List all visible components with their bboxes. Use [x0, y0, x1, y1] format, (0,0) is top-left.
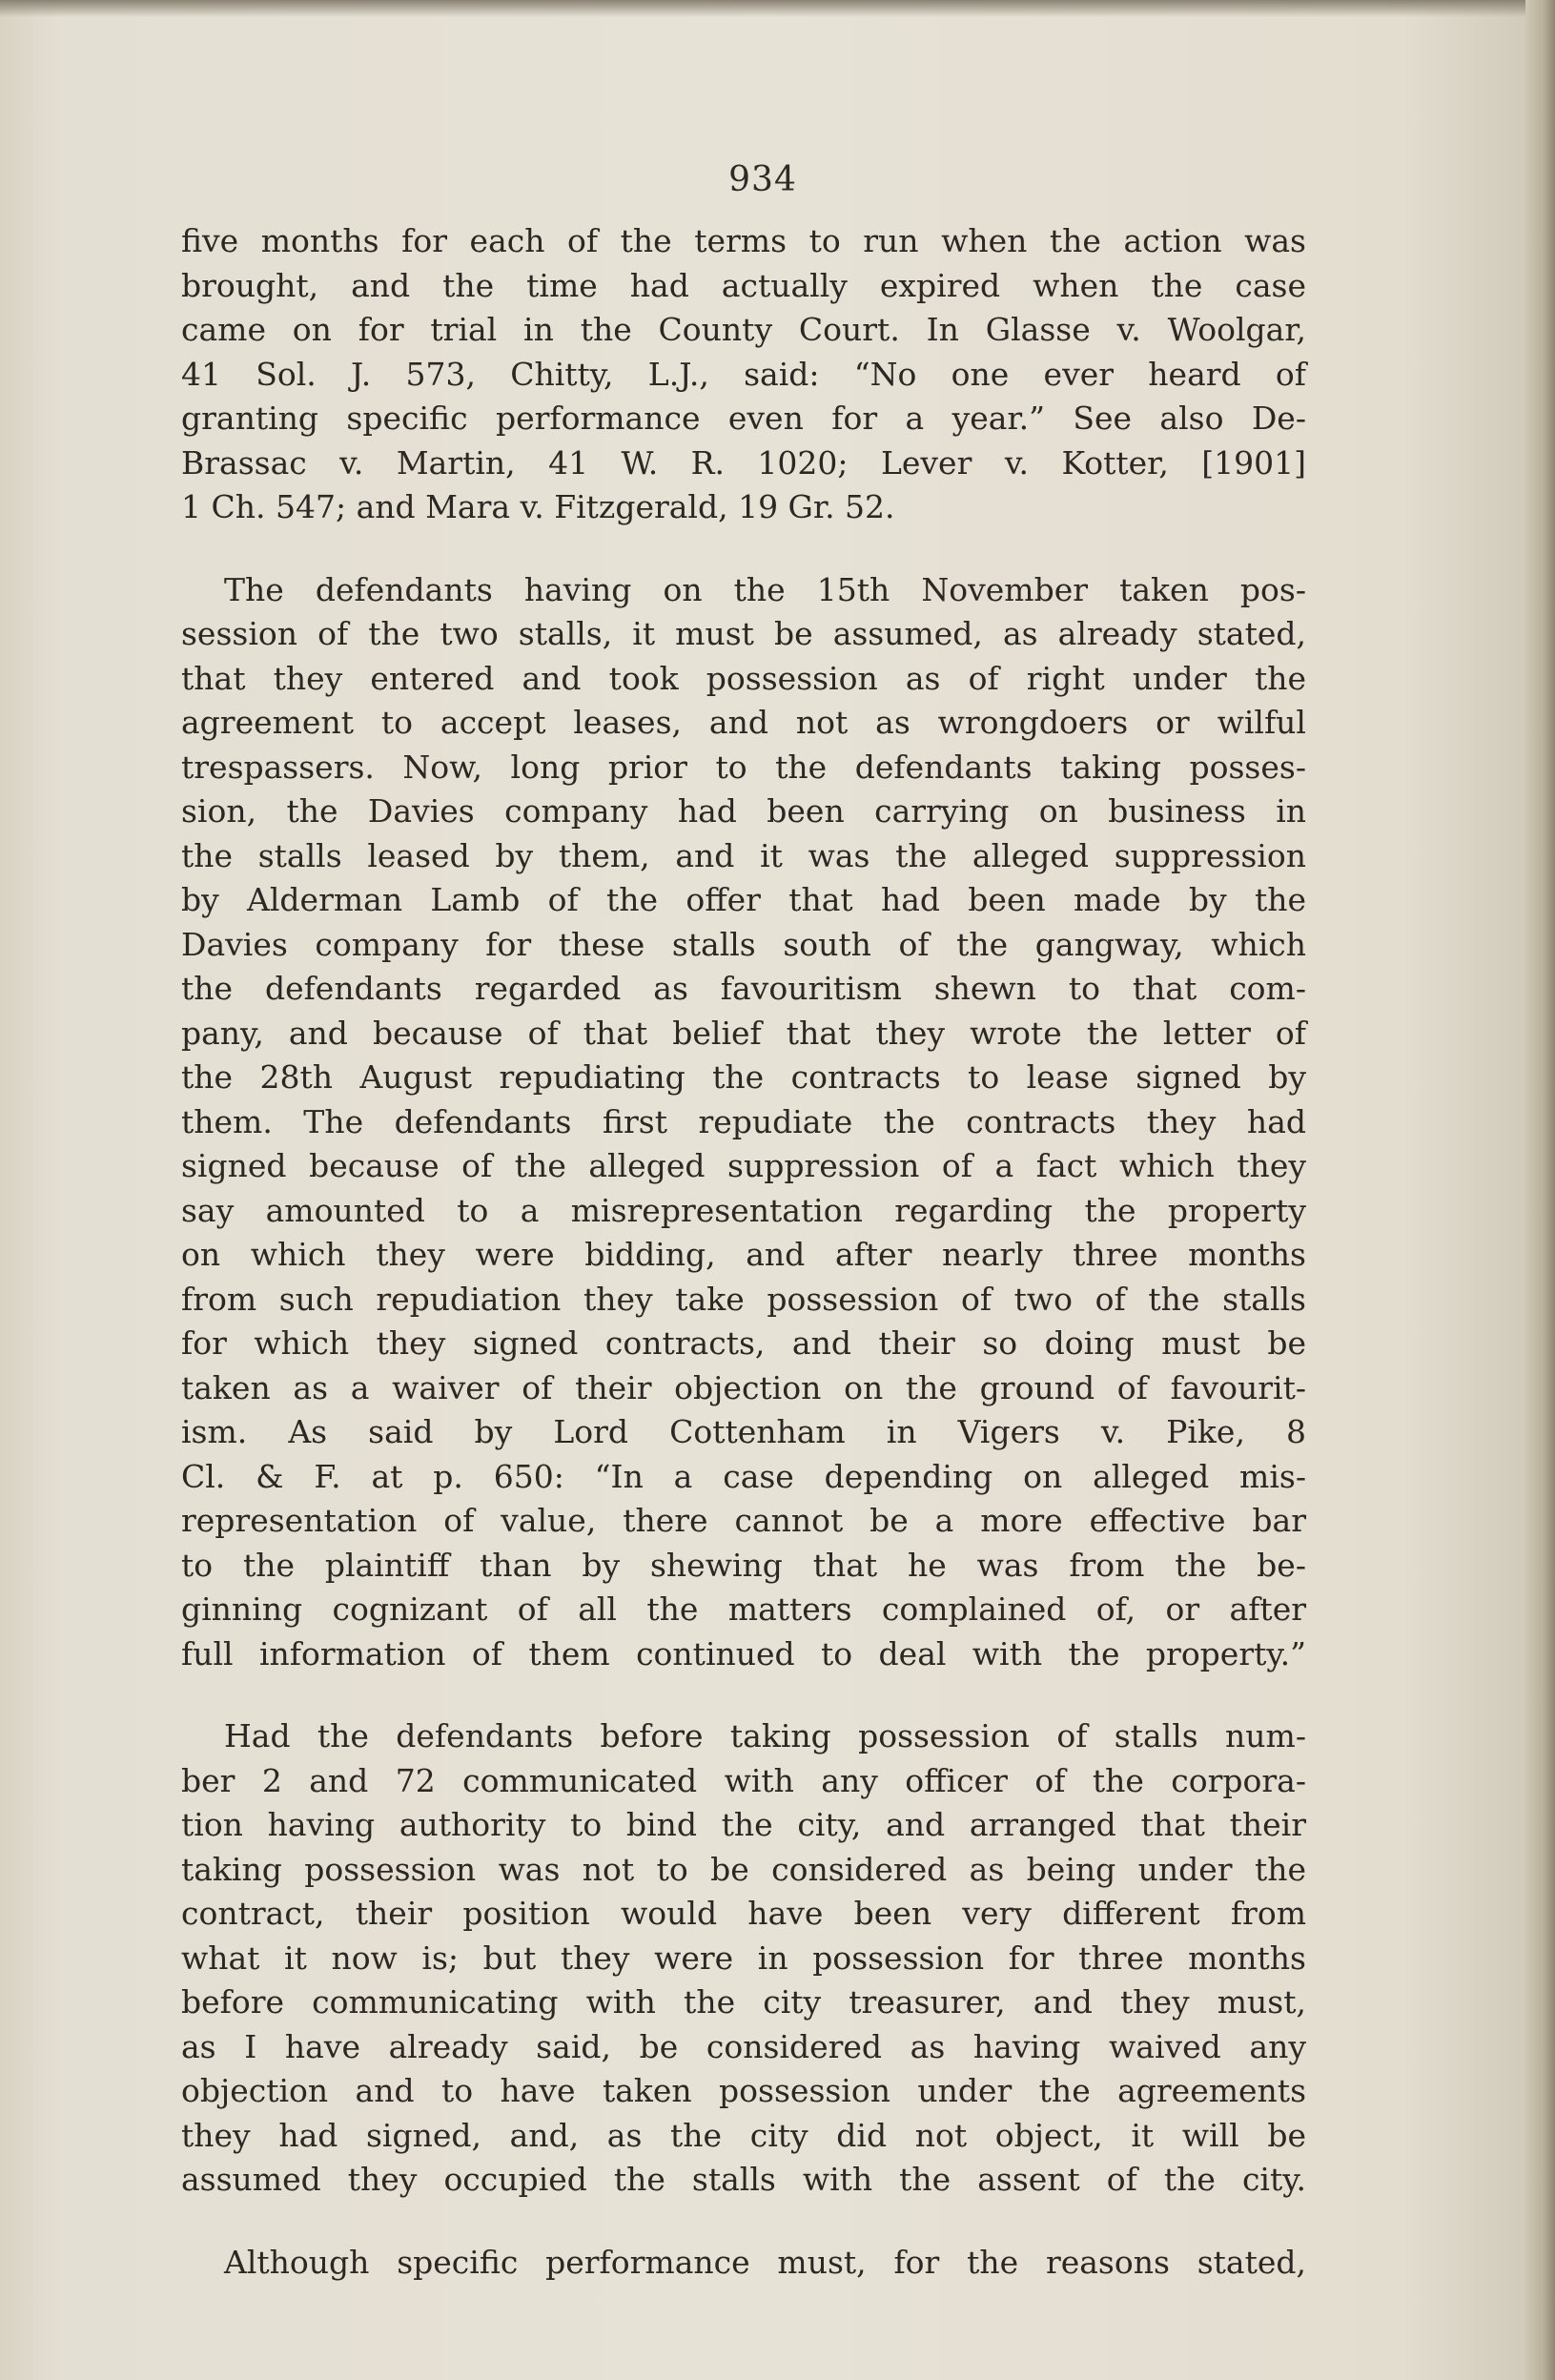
text-line: objection and to have taken possession under the agreements	[181, 2072, 1306, 2109]
text-line: trespassers. Now, long prior to the defendants taking posses-	[181, 748, 1306, 786]
text-line: tion having authority to bind the city, and arranged that their	[181, 1806, 1306, 1843]
text-line: contract, their position would have been very different from	[181, 1895, 1306, 1932]
text-line: brought, and the time had actually expired when the case	[181, 266, 1306, 304]
text-line: Cl. & F. at p. 650: “In a case depending on alleged mis-	[181, 1457, 1306, 1495]
text-line: 1 Ch. 547; and Mara v. Fitzgerald, 19 Gr. 52.	[181, 488, 895, 525]
book-fore-edge	[1525, 0, 1555, 2380]
text-line: granting specific performance even for a year.” See also De-	[181, 400, 1306, 437]
text-line: for which they signed contracts, and their so doing must be	[181, 1324, 1306, 1362]
page-number: 934	[728, 160, 797, 199]
text-line: them. The defendants first repudiate the contracts they had	[181, 1102, 1306, 1140]
text-line: came on for trial in the County Court. In Glasse v. Woolgar,	[181, 311, 1306, 348]
text-line: Although specific performance must, for the reasons stated,	[224, 2243, 1306, 2281]
text-line: taking possession was not to be considered as being under the	[181, 1850, 1306, 1888]
text-line: session of the two stalls, it must be assumed, as already stated,	[181, 615, 1306, 652]
text-line: by Alderman Lamb of the offer that had been made by the	[181, 881, 1306, 918]
text-line: ginning cognizant of all the matters complained of, or after	[181, 1590, 1306, 1628]
text-line: as I have already said, be considered as having waived any	[181, 2027, 1306, 2065]
text-line: Had the defendants before taking possession of stalls num-	[224, 1717, 1306, 1754]
text-line: the stalls leased by them, and it was the alleged suppression	[181, 836, 1306, 874]
text-line: ber 2 and 72 communicated with any officer of the corpora-	[181, 1761, 1306, 1799]
paragraph-1	[181, 219, 1306, 530]
text-line: Davies company for these stalls south of the gangway, which	[181, 925, 1306, 963]
paragraph-gap	[181, 530, 1306, 568]
text-line: agreement to accept leases, and not as wrongdoers or wilful	[181, 704, 1306, 741]
text-line: before communicating with the city treasurer, and they must,	[181, 1983, 1306, 2021]
text-line: sion, the Davies company had been carrying on business in	[181, 792, 1306, 830]
text-line: representation of value, there cannot be a more effective bar	[181, 1502, 1306, 1539]
text-line: taken as a waiver of their objection on the ground of favourit-	[181, 1368, 1306, 1406]
paragraph-2	[181, 568, 1306, 1677]
text-line: assumed they occupied the stalls with the assent of the city.	[181, 2161, 1306, 2198]
page-top-shadow	[0, 0, 1525, 17]
paragraph-gap	[181, 2203, 1306, 2241]
page-body	[181, 219, 1306, 2285]
text-line: say amounted to a misrepresentation regarding the property	[181, 1191, 1306, 1229]
paragraph-3	[181, 1714, 1306, 2203]
paragraph-gap	[181, 1676, 1306, 1714]
paragraph-4	[181, 2241, 1306, 2286]
text-line: from such repudiation they take possession of two of the stalls	[181, 1280, 1306, 1318]
text-line: The defendants having on the 15th November taken pos-	[224, 570, 1306, 608]
text-line: what it now is; but they were in possession for three months	[181, 1939, 1306, 1977]
text-line: on which they were bidding, and after nearly three months	[181, 1236, 1306, 1273]
text-line: signed because of the alleged suppression of a fact which they	[181, 1147, 1306, 1184]
text-line: Brassac v. Martin, 41 W. R. 1020; Lever v. Kotter, [1901]	[181, 443, 1306, 482]
text-line: ism. As said by Lord Cottenham in Vigers v. Pike, 8	[181, 1413, 1306, 1450]
text-line: they had signed, and, as the city did not object, it will be	[181, 2116, 1306, 2154]
text-line: to the plaintiff than by shewing that he was from the be-	[181, 1546, 1306, 1584]
text-line: the 28th August repudiating the contracts to lease signed by	[181, 1058, 1306, 1096]
text-line: the defendants regarded as favouritism shewn to that com-	[181, 970, 1306, 1007]
text-line: 41 Sol. J. 573, Chitty, L.J., said: “No one ever heard of	[181, 355, 1306, 393]
text-line: full information of them continued to deal with the property.”	[181, 1634, 1306, 1672]
text-line: pany, and because of that belief that they wrote the letter of	[181, 1014, 1306, 1052]
text-line: that they entered and took possession as of right under the	[181, 659, 1306, 697]
text-line: five months for each of the terms to run when the action was	[181, 222, 1306, 259]
